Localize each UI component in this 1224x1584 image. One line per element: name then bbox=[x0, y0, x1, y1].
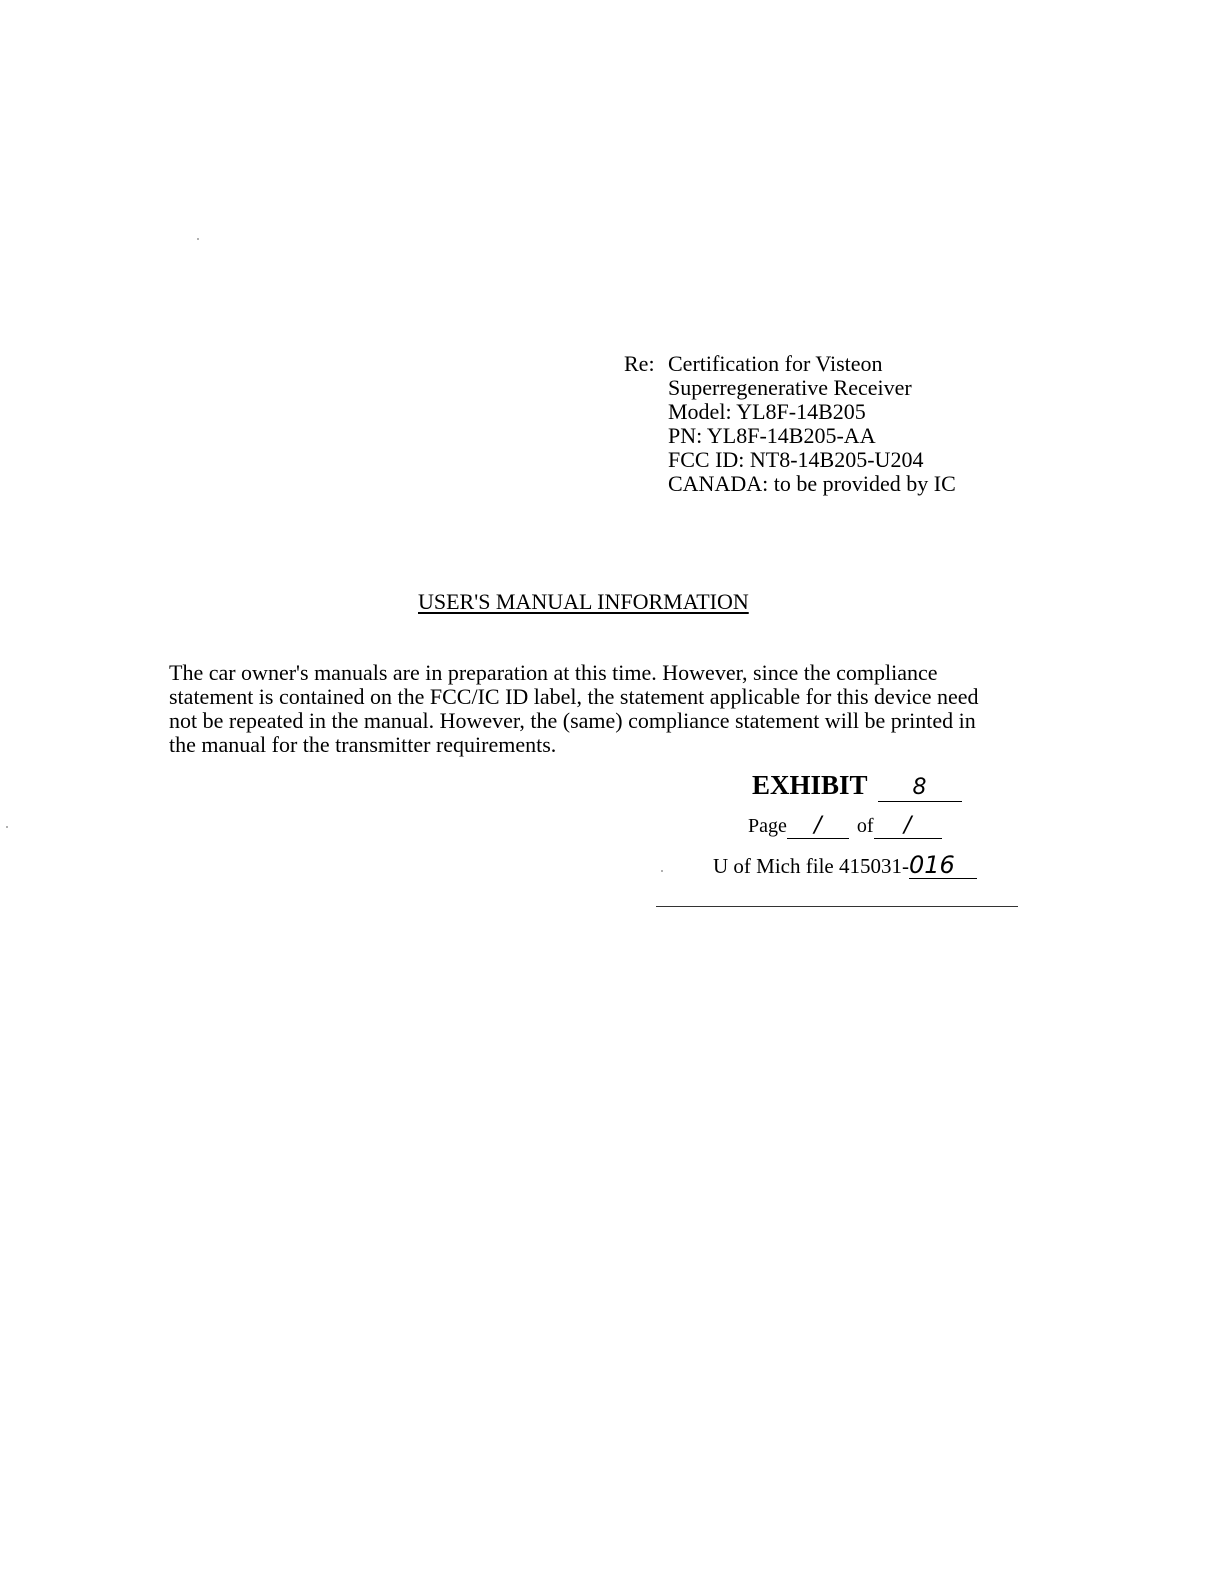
file-label: U of Mich file 415031- bbox=[713, 854, 909, 878]
re-line-canada: CANADA: to be provided by IC bbox=[668, 471, 956, 496]
body-line: the manual for the transmitter requirements. bbox=[169, 732, 557, 757]
exhibit-page-count bbox=[748, 814, 942, 839]
body-paragraph bbox=[169, 661, 1039, 757]
re-line-device: Superregenerative Receiver bbox=[668, 375, 912, 400]
re-line-model: Model: YL8F-14B205 bbox=[668, 399, 866, 424]
scan-speck bbox=[661, 870, 663, 872]
exhibit-number: 8 bbox=[878, 777, 962, 802]
file-reference bbox=[713, 853, 977, 879]
body-line: The car owner's manuals are in preparation at this time. However, since the compliance bbox=[169, 660, 938, 685]
exhibit-stamp bbox=[752, 770, 962, 802]
body-line: statement is contained on the FCC/IC ID label, the statement applicable for this device need bbox=[169, 684, 979, 709]
scan-speck bbox=[197, 238, 199, 240]
of-label: of bbox=[856, 815, 874, 837]
scan-speck bbox=[6, 826, 8, 828]
re-lines bbox=[668, 352, 956, 496]
re-label: Re: bbox=[624, 351, 655, 376]
file-suffix: 016 bbox=[909, 853, 977, 879]
page-label: Page bbox=[748, 815, 787, 837]
exhibit-label: EXHIBIT bbox=[752, 770, 868, 800]
re-line-part-number: PN: YL8F-14B205-AA bbox=[668, 423, 876, 448]
re-line-fcc-id: FCC ID: NT8-14B205-U204 bbox=[668, 447, 924, 472]
re-line-subject: Certification for Visteon bbox=[668, 351, 883, 376]
page-number: / bbox=[787, 815, 849, 839]
body-line: not be repeated in the manual. However, the (same) compliance statement will be printed in bbox=[169, 708, 976, 733]
of-number: / bbox=[874, 815, 942, 839]
section-heading: USER'S MANUAL INFORMATION bbox=[418, 589, 749, 614]
stamp-underline bbox=[656, 906, 1018, 907]
